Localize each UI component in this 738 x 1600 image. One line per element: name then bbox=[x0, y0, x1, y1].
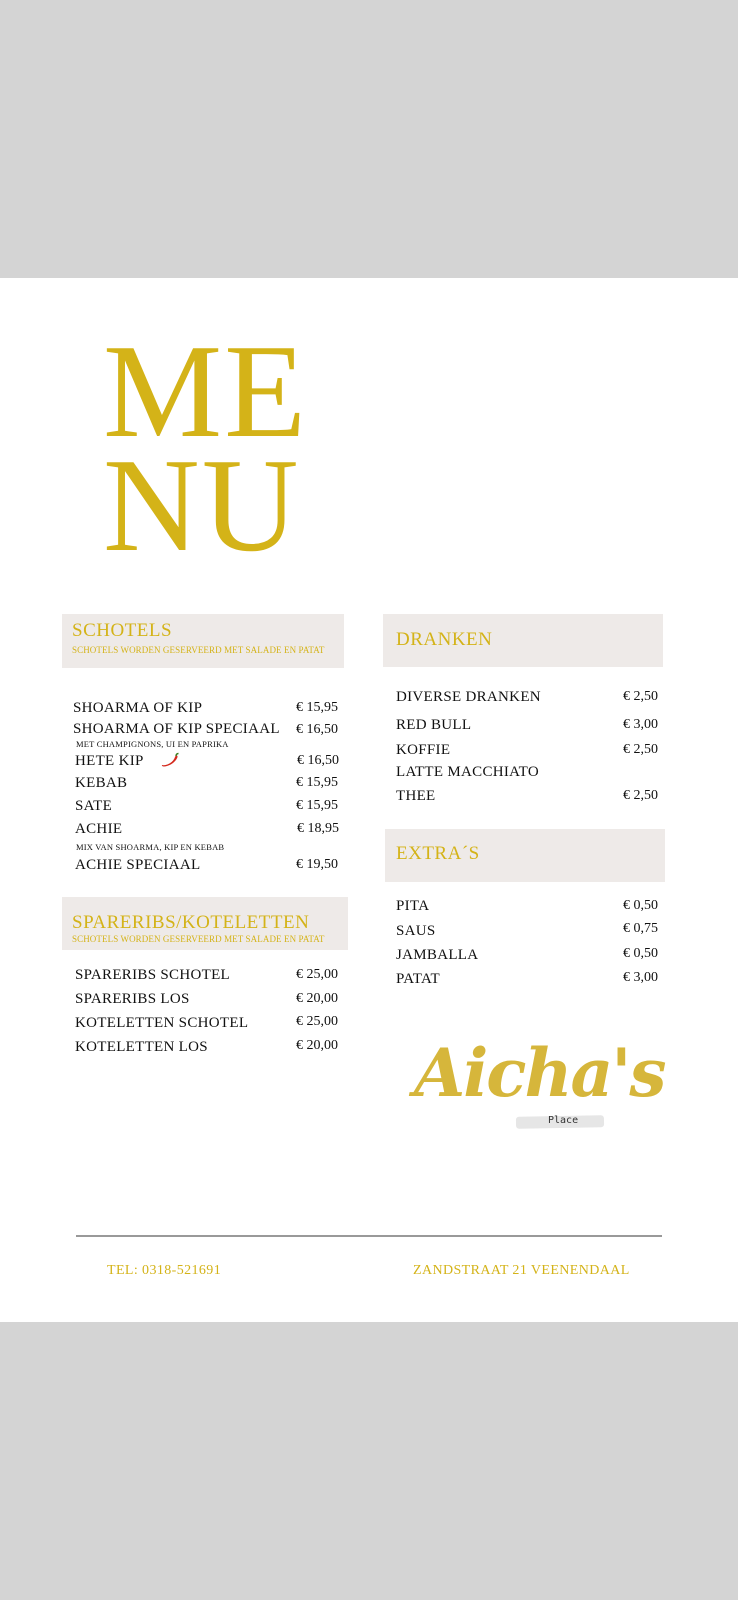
menu-item-name: KOTELETTEN LOS bbox=[75, 1039, 208, 1055]
menu-item-name: KOTELETTEN SCHOTEL bbox=[75, 1015, 249, 1031]
menu-item-note: MIX VAN SHOARMA, KIP EN KEBAB bbox=[76, 842, 225, 852]
dranken-title: DRANKEN bbox=[396, 629, 493, 650]
menu-item-price: € 16,50 bbox=[296, 722, 338, 737]
schotels-subtitle: SCHOTELS WORDEN GESERVEERD MET SALADE EN PATAT bbox=[72, 645, 325, 655]
menu-item-price: € 2,50 bbox=[623, 742, 658, 757]
menu-item-price: € 3,00 bbox=[623, 717, 658, 732]
logo-wordmark: Aicha's bbox=[414, 1034, 665, 1112]
menu-item-price: € 0,50 bbox=[623, 946, 658, 961]
menu-item-price: € 2,50 bbox=[623, 788, 658, 803]
spareribs-header bbox=[62, 897, 348, 950]
menu-title-line1: ME bbox=[103, 317, 308, 465]
menu-item-name: SHOARMA OF KIP bbox=[73, 700, 203, 716]
menu-item-name: PATAT bbox=[396, 971, 440, 987]
menu-item-price: € 25,00 bbox=[296, 1014, 338, 1029]
logo-tagline: Place bbox=[548, 1115, 579, 1126]
menu-item-name: RED BULL bbox=[396, 717, 472, 733]
menu-item-price: € 0,75 bbox=[623, 921, 658, 936]
menu-item-name: KOFFIE bbox=[396, 742, 451, 758]
menu-item-name: SAUS bbox=[396, 923, 436, 939]
menu-item-name: SATE bbox=[75, 798, 113, 814]
spareribs-subtitle: SCHOTELS WORDEN GESERVEERD MET SALADE EN PATAT bbox=[72, 934, 325, 944]
menu-item-price: € 3,00 bbox=[623, 970, 658, 985]
menu-item-name: SHOARMA OF KIP SPECIAAL bbox=[73, 721, 280, 737]
footer-divider bbox=[76, 1235, 662, 1237]
menu-page bbox=[0, 278, 738, 1322]
menu-item-price: € 15,95 bbox=[296, 775, 338, 790]
menu-item-note: MET CHAMPIGNONS, UI EN PAPRIKA bbox=[76, 739, 229, 749]
menu-item-name: KEBAB bbox=[75, 775, 128, 791]
menu-item-name: SPARERIBS SCHOTEL bbox=[75, 967, 231, 983]
menu-item-name: ACHIE bbox=[75, 821, 123, 837]
spareribs-title: SPARERIBS/KOTELETTEN bbox=[72, 912, 310, 933]
menu-item-name: PITA bbox=[396, 898, 430, 914]
dranken-header bbox=[383, 614, 663, 667]
schotels-title: SCHOTELS bbox=[72, 620, 173, 641]
menu-item-name: THEE bbox=[396, 788, 436, 804]
menu-item-price: € 19,50 bbox=[296, 857, 338, 872]
menu-title bbox=[103, 317, 308, 579]
menu-item-name: LATTE MACCHIATO bbox=[396, 764, 539, 780]
menu-item-price: € 20,00 bbox=[296, 991, 338, 1006]
footer-address: ZANDSTRAAT 21 VEENENDAAL bbox=[413, 1263, 630, 1278]
footer-phone: TEL: 0318-521691 bbox=[107, 1263, 222, 1278]
chili-pepper-icon bbox=[160, 752, 180, 768]
menu-item-name: HETE KIP bbox=[75, 753, 144, 769]
menu-item-name: ACHIE SPECIAAL bbox=[75, 857, 201, 873]
menu-item-name: DIVERSE DRANKEN bbox=[396, 689, 541, 705]
menu-item-name: SPARERIBS LOS bbox=[75, 991, 190, 1007]
menu-item-price: € 18,95 bbox=[297, 821, 339, 836]
aichas-place-logo bbox=[412, 1034, 670, 1136]
menu-item-name: JAMBALLA bbox=[396, 947, 479, 963]
extras-header bbox=[385, 829, 665, 882]
menu-item-price: € 20,00 bbox=[296, 1038, 338, 1053]
menu-title-line2: NU bbox=[103, 431, 301, 579]
schotels-header bbox=[62, 614, 344, 668]
menu-item-price: € 0,50 bbox=[623, 898, 658, 913]
menu-item-price: € 16,50 bbox=[297, 753, 339, 768]
menu-item-price: € 2,50 bbox=[623, 689, 658, 704]
menu-item-price: € 15,95 bbox=[296, 798, 338, 813]
extras-title: EXTRA´S bbox=[396, 843, 480, 864]
menu-item-price: € 15,95 bbox=[296, 700, 338, 715]
menu-item-price: € 25,00 bbox=[296, 967, 338, 982]
